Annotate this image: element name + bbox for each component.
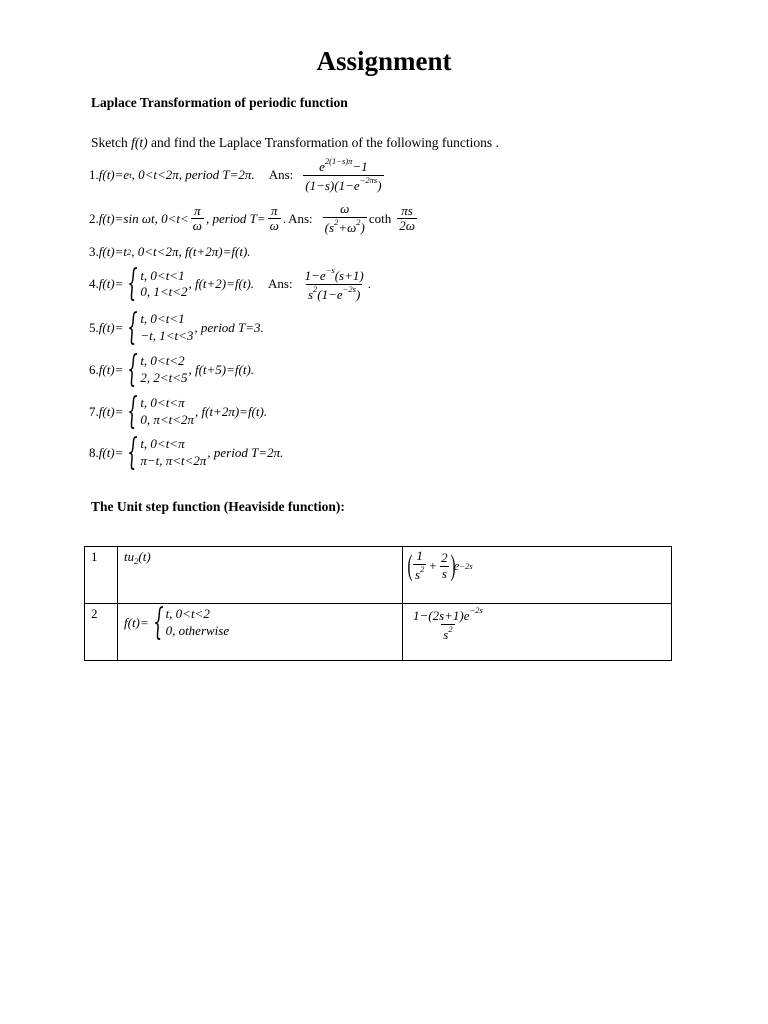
fraction-numerator: 1	[416, 548, 423, 564]
function-cell	[118, 547, 403, 604]
problem-expression: f(t)=	[98, 276, 124, 292]
exponent: 2(1−s)π	[324, 156, 353, 166]
denominator-mid: +ω	[338, 219, 357, 235]
period: .	[367, 276, 371, 292]
function-cell: f(t)= { t, 0<t<2 0, otherwise	[118, 604, 403, 661]
case-2: 2, 2<t<5	[140, 369, 188, 385]
fraction-denominator: ω	[192, 218, 202, 234]
fraction	[191, 204, 204, 235]
problem-number: 1.	[89, 167, 99, 183]
plus-sign: +	[428, 558, 438, 573]
numerator-tail: (s+1)	[334, 268, 364, 283]
problem-expression: f(t)=	[98, 319, 124, 335]
exponent: −2s	[459, 561, 473, 571]
answer-fraction	[411, 606, 485, 643]
problem-3	[89, 244, 251, 260]
table-row	[85, 604, 672, 661]
problem-5	[89, 306, 264, 348]
row-number: 1	[85, 547, 118, 604]
exponent: t	[129, 170, 132, 181]
case-2: −t, 1<t<3	[140, 327, 194, 343]
problem-condition: , f(t+2π)=f(t).	[195, 403, 268, 419]
section-heading-periodic: Laplace Transformation of periodic function	[91, 95, 348, 110]
fraction-numerator: 2	[441, 549, 448, 565]
problem-number: 3.	[89, 244, 99, 259]
problem-number: 8.	[89, 444, 99, 460]
denominator-tail: )	[360, 219, 365, 235]
problem-expression: f(t)=	[98, 361, 124, 377]
exponent: −s	[325, 265, 335, 275]
problem-number: 4.	[89, 276, 99, 292]
case-1: t, 0<t<2	[140, 353, 185, 368]
fraction-denominator: s	[415, 567, 421, 582]
piecewise-cases: { t, 0<t<2 2, 2<t<5	[127, 348, 188, 390]
answer-label: Ans:	[288, 210, 313, 226]
problem-condition: , 0<t<2π, period T=2π.	[131, 167, 255, 183]
piecewise-cases: { t, 0<t<1 0, 1<t<2	[127, 263, 188, 305]
exponent: 2	[420, 564, 425, 574]
table-row	[85, 547, 672, 604]
case-1: t, 0<t<2	[165, 606, 210, 621]
case-1: t, 0<t<π	[140, 436, 185, 451]
problem-expression: f(t)=	[98, 444, 124, 460]
case-2: 0, π<t<2π	[140, 411, 194, 427]
problem-expression: f(t)=t	[98, 244, 128, 259]
case-1: t, 0<t<1	[140, 311, 185, 326]
fraction-denominator: (1−s)(1−e	[305, 177, 360, 193]
fraction-numerator: π	[271, 202, 278, 218]
problem-expression: f(t)=	[98, 403, 124, 419]
exponent: −2s	[469, 605, 483, 615]
fraction-denominator: (s	[324, 219, 335, 235]
denominator-tail: )	[377, 177, 382, 193]
exponent: 2	[448, 623, 453, 634]
answer-label: Ans:	[268, 167, 294, 183]
fraction-numerator: e	[319, 159, 325, 174]
exponent: 2	[313, 283, 318, 294]
numerator-tail: −1	[352, 159, 368, 174]
unit-step-table	[84, 546, 672, 661]
function-main: f(t)=	[124, 614, 149, 630]
piecewise-cases: { t, 0<t<π π−t, π<t<2π	[127, 431, 207, 473]
problem-condition: , f(t+2)=f(t).	[188, 276, 255, 292]
problem-4	[89, 263, 371, 305]
coth-label: coth	[368, 210, 392, 226]
problem-condition: , period T=3.	[194, 319, 264, 335]
case-1: t, 0<t<π	[140, 395, 185, 410]
instruction-text	[91, 135, 499, 151]
problem-expression: f(t)=e	[98, 167, 130, 183]
exponential-base: e	[453, 558, 460, 573]
period: .	[282, 210, 287, 226]
problem-1	[89, 157, 386, 194]
denominator-mid: (1−e	[317, 286, 343, 302]
problem-number: 7.	[89, 403, 99, 419]
answer-fraction	[323, 202, 367, 236]
fraction-denominator: ω	[269, 218, 279, 234]
case-1: t, 0<t<1	[140, 267, 185, 283]
answer-fraction	[303, 266, 366, 303]
subscript: 2	[134, 556, 139, 566]
fraction-denominator: s	[443, 626, 449, 642]
answer-label: Ans:	[268, 276, 293, 292]
transform-cell: ( $\frac{1}{s^2}$ + $\frac{2}{s}$ ) e −2s	[403, 547, 672, 604]
exponent: −2s	[342, 283, 356, 294]
fraction-numerator: 1−e	[304, 268, 326, 283]
problem-expression: f(t)=sin ωt, 0<t<	[98, 210, 189, 226]
function-main: tu	[124, 549, 135, 564]
problem-condition: , 0<t<2π, f(t+2π)=f(t).	[131, 244, 251, 259]
function-tail: (t)	[138, 549, 151, 564]
fraction-denominator: 2ω	[399, 218, 415, 234]
piecewise-cases: { t, 0<t<π 0, π<t<2π	[127, 390, 194, 432]
exponent: −2πs	[359, 174, 378, 185]
fraction-numerator: ω	[340, 201, 350, 216]
fraction-denominator: s	[307, 286, 314, 302]
row-number: 2	[85, 604, 118, 661]
problem-condition: , period T=	[205, 210, 266, 226]
fraction-numerator: 1−(2s+1)e	[413, 608, 470, 623]
section-heading-unit-step: The Unit step function (Heaviside function):	[91, 499, 345, 514]
case-2: 0, 1<t<2	[140, 284, 188, 300]
fraction-numerator: πs	[401, 202, 413, 218]
page-title: Assignment	[316, 46, 452, 76]
exponent: 2	[356, 216, 361, 227]
exponent: 2	[127, 247, 132, 257]
piecewise-cases: { t, 0<t<1 −t, 1<t<3	[127, 306, 194, 348]
fraction-numerator: π	[194, 202, 201, 218]
problem-number: 2.	[89, 210, 99, 226]
problem-7	[89, 390, 268, 432]
answer-fraction	[303, 157, 383, 194]
coth-fraction	[397, 204, 417, 235]
problem-number: 6.	[89, 361, 99, 377]
instruction-post: and find the Laplace Transformation of the following functions .	[147, 135, 499, 150]
problem-6	[89, 348, 255, 390]
instruction-fn: f(t)	[131, 135, 148, 150]
fraction-denominator: s	[441, 565, 447, 581]
problem-condition: , f(t+5)=f(t).	[188, 361, 255, 377]
problem-2	[89, 202, 419, 236]
denominator-tail: )	[355, 286, 361, 302]
problem-8	[89, 431, 284, 473]
fraction	[268, 204, 281, 235]
transform-cell	[403, 604, 672, 661]
case-2: 0, otherwise	[165, 622, 230, 638]
instruction-pre: Sketch	[91, 135, 132, 150]
exponent: 2	[334, 216, 339, 227]
problem-condition: , period T=2π.	[207, 444, 284, 460]
case-2: π−t, π<t<2π	[140, 452, 207, 468]
problem-number: 5.	[89, 319, 99, 335]
